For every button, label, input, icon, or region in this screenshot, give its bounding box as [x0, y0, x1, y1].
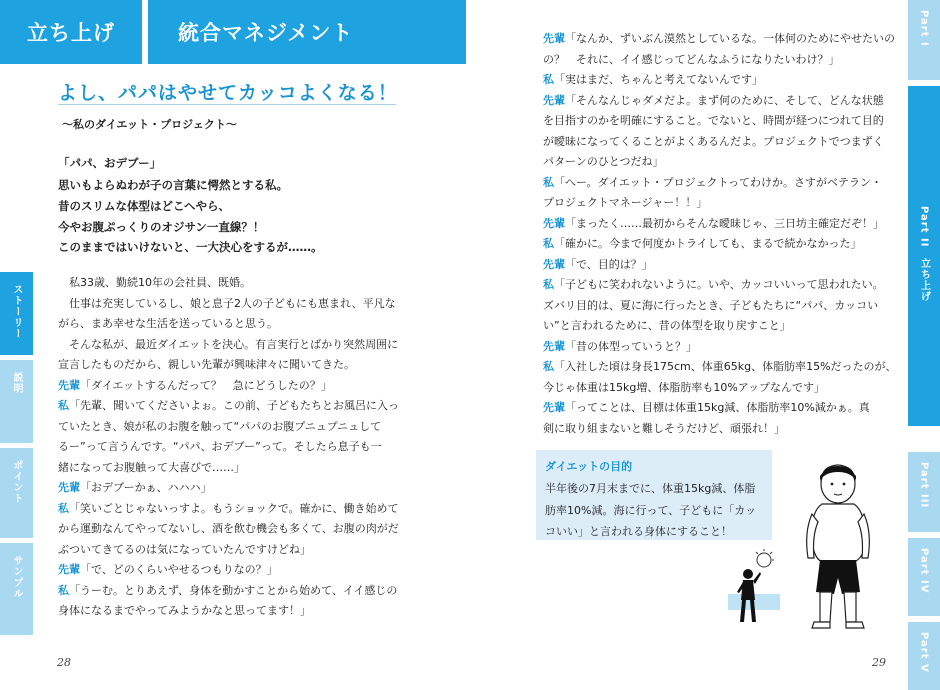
body-line [543, 402, 870, 413]
line-text: 「入社した頃は身長175cm、体重65kg、体脂肪率15%だったのが、 [554, 360, 897, 373]
body-line [543, 259, 653, 270]
body-line [543, 136, 884, 147]
body-line [543, 341, 697, 352]
body-line [58, 523, 399, 534]
line-text: 「で、目的は？」 [565, 257, 653, 271]
line-text: 「なんか、ずいぶん漠然としているな。一体何のためにやせたいの [565, 32, 895, 45]
tab-label: Part II 立ち上げ [918, 206, 930, 303]
line-text: 「子どもに笑われないように。いや、カッコいいって思われたい。 [554, 278, 884, 291]
lead-line: 「パパ、おデブー」 [58, 156, 162, 170]
speaker-label: 先輩 [543, 216, 565, 230]
body-line [543, 197, 707, 208]
line-text: 「昔の体型っていうと？」 [565, 339, 697, 353]
goal-title: ダイエットの目的 [545, 460, 633, 473]
page-number-right: 29 [872, 656, 886, 669]
tab-sample[interactable] [0, 543, 33, 635]
speaker-label: 私 [543, 73, 554, 86]
line-text: ズバリ目的は、夏に海に行ったとき、子どもたちに“パパ、カッコい [543, 298, 879, 312]
speaker-label: 先輩 [543, 32, 565, 45]
line-text: 「おデブーかぁ、ハハハ」 [80, 481, 212, 494]
body-line [58, 585, 397, 596]
line-text: 緒になってお腹触って大喜びで……」 [58, 460, 245, 474]
lead-line: このままではいけないと、一大決心をするが……。 [58, 240, 323, 254]
line-text: ぶついてきてるのは気になっていたんですけどね」 [58, 542, 311, 556]
tab-part-1[interactable] [908, 0, 940, 80]
line-text: 「確かに。今まで何度かトライしても、まるで続かなかった」 [554, 237, 862, 250]
child-beach-illustration [724, 548, 784, 634]
goal-line: コいい」と言われる身体にすること！ [545, 525, 732, 538]
section-tab: 立ち上げ [0, 0, 142, 64]
line-text: 「へー。ダイエット・プロジェクトってわけか。さすがベテラン・ [554, 175, 883, 189]
speaker-label: 先輩 [543, 401, 565, 414]
body-line [543, 279, 884, 290]
body-line [58, 298, 396, 309]
line-text: 身体になるまでやってみようかなと思ってます！」 [58, 604, 311, 617]
line-text: るー”って言うんです。“パパ、おデブー”って。そしたら息子も一 [58, 440, 382, 453]
line-text: 「笑いごとじゃないっすよ。もうショックで。確かに、働き始めて [69, 501, 399, 515]
body-line [543, 54, 839, 65]
line-text: が曖昧になってくることがよくあるんだよ。プロジェクトでつまずく [543, 134, 884, 148]
body-line [58, 400, 399, 411]
speaker-label: 私 [58, 583, 69, 597]
line-text: がら、まあ幸せな生活を送っていると思う。 [58, 317, 278, 330]
speaker-label: 先輩 [58, 563, 80, 576]
tab-label: Part IV [918, 548, 930, 594]
body-line [58, 277, 251, 288]
line-text: 「で、どのくらいやせるつもりなの？」 [80, 563, 278, 576]
body-line [58, 359, 355, 370]
speaker-label: 私 [543, 360, 554, 373]
line-text: 「そんなんじゃダメだよ。まず何のために、そして、どんな状態 [565, 93, 884, 107]
goal-line: 肪率10%減。海に行って、子どもに「カッ [545, 504, 757, 517]
line-text: を目指すのかを明確にすること。でないと、時間が経つにつれて目的 [543, 114, 884, 127]
title-divider [58, 104, 396, 105]
tab-label: サンプル [11, 555, 22, 599]
body-line [543, 361, 897, 372]
tab-label: ポイント [11, 460, 22, 504]
body-line [543, 74, 763, 85]
tab-part-3[interactable] [908, 452, 940, 532]
line-text: 「実はまだ、ちゃんと考えてないんです」 [554, 73, 763, 86]
tab-explanation[interactable] [0, 360, 33, 443]
speaker-label: 私 [58, 501, 69, 515]
tab-label: Part I [918, 10, 930, 47]
tab-part-5[interactable] [908, 622, 940, 690]
body-line [543, 95, 884, 106]
speaker-label: 私 [543, 278, 554, 291]
speaker-label: 先輩 [58, 378, 80, 392]
line-text: の？ それに、イイ感じってどんなふうになりたいわけ？」 [543, 52, 840, 66]
lead-line: 今やお腹ぷっくりのオジサン一直線？！ [58, 220, 265, 234]
body-line [543, 115, 884, 126]
speaker-label: 先輩 [543, 257, 565, 271]
line-text: ていたとき、娘が私のお腹を触って“パパのお腹プニュプニュして [58, 419, 382, 433]
tab-label: ストーリー [11, 284, 22, 339]
speaker-label: 私 [543, 237, 554, 250]
line-text: 「まったく……最初からそんな曖昧じゃ、三日坊主確定だぞ！」 [565, 216, 884, 230]
speaker-label: 先輩 [58, 481, 80, 494]
body-line [543, 423, 785, 434]
speaker-label: 私 [58, 399, 69, 412]
body-line [58, 441, 382, 452]
body-line [543, 300, 878, 311]
line-text: プロジェクトマネージャー！！」 [543, 196, 708, 209]
body-line [543, 238, 862, 249]
line-text: そんな私が、最近ダイエットを決心。有言実行とばかり突然周囲に [58, 337, 399, 351]
tab-label: Part III [918, 462, 930, 509]
line-text: 今じゃ体重は15kg増、体脂肪率も10%アップなんです」 [543, 380, 826, 394]
line-text: 「うーむ。とりあえず、身体を動かすことから始めて、イイ感じの [69, 583, 398, 597]
speaker-label: 私 [543, 175, 554, 189]
body-line [58, 421, 381, 432]
body-line [58, 380, 332, 391]
body-line [543, 33, 895, 44]
line-text: 剣に取り組まないと難しそうだけど、頑張れ！」 [543, 421, 785, 435]
body-line [543, 177, 882, 188]
body-line [58, 605, 311, 616]
line-text: 宣言したものだから、親しい先輩が興味津々に聞いてきた。 [58, 358, 355, 371]
lead-line: 思いもよらぬわが子の言葉に愕然とする私。 [58, 178, 288, 192]
line-text: 「ってことは、目標は体重15kg減、体脂肪率10%減かぁ。真 [565, 401, 870, 414]
story-title: よし、パパはやせてカッコよくなる！ [58, 82, 398, 104]
chapter-title: 統合マネジメント [148, 0, 466, 64]
line-text: い”と言われるために、昔の体型を取り戻すこと」 [543, 319, 791, 332]
body-line [58, 339, 398, 350]
line-text: パターンのひとつだね」 [543, 155, 664, 168]
body-line [58, 544, 311, 555]
body-line [58, 462, 245, 473]
tab-label: 説明 [11, 372, 22, 394]
line-text: 「ダイエットするんだって？ 急にどうしたの？」 [80, 378, 332, 392]
body-line [58, 503, 399, 514]
body-line [58, 318, 278, 329]
body-line [543, 156, 664, 167]
story-subtitle: ～私のダイエット・プロジェクト～ [62, 118, 237, 131]
body-line [543, 382, 825, 393]
sun-icon [757, 553, 771, 567]
speaker-label: 先輩 [543, 93, 565, 107]
speaker-label: 先輩 [543, 339, 565, 353]
tab-point[interactable] [0, 448, 33, 538]
tab-story[interactable] [0, 272, 33, 355]
page-number-left: 28 [57, 656, 71, 669]
line-text: 仕事は充実しているし、娘と息子2人の子どもにも恵まれ、平凡な [58, 296, 396, 310]
tab-part-4[interactable] [908, 538, 940, 616]
goal-line: 半年後の7月末までに、体重15kg減、体脂 [545, 482, 756, 495]
body-line [58, 482, 212, 493]
chubby-man-illustration [800, 462, 876, 634]
line-text: 私33歳、勤続10年の会社員、既婚。 [58, 276, 251, 289]
tab-part-2[interactable] [908, 86, 940, 426]
body-line [543, 320, 791, 331]
lead-line: 昔のスリムな体型はどこへやら、 [58, 199, 231, 213]
line-text: から運動なんてやってないし、酒を飲む機会も多くて、お腹の肉がだ [58, 522, 399, 535]
line-text: 「先輩、聞いてくださいよぉ。この前、子どもたちとお風呂に入っ [69, 399, 399, 412]
body-line [543, 218, 884, 229]
tab-label: Part V [918, 632, 930, 673]
body-line [58, 564, 278, 575]
